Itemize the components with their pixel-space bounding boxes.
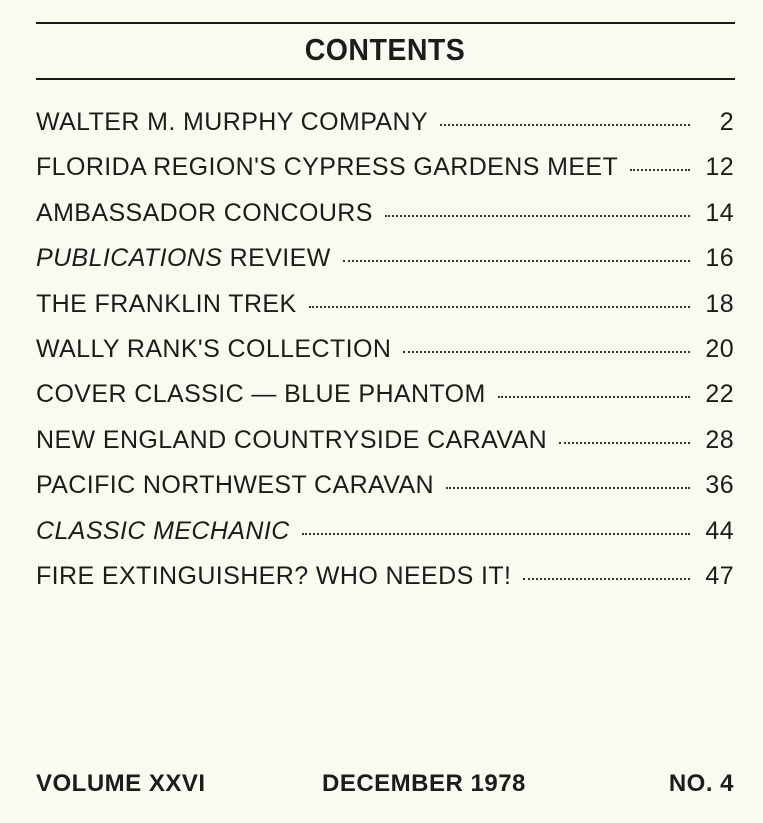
toc-entry[interactable] — [36, 418, 734, 463]
toc-entry-title: WALTER M. MURPHY COMPANY — [36, 108, 429, 136]
dot-leader — [440, 124, 690, 126]
dot-leader — [523, 578, 690, 580]
toc-entry-title — [36, 509, 290, 554]
dot-leader — [385, 215, 690, 217]
toc-entry[interactable] — [36, 463, 734, 508]
dot-leader — [343, 260, 690, 262]
toc-entry-title — [36, 236, 331, 281]
toc-entry-page: 12 — [705, 153, 734, 182]
toc-entry-page: 28 — [705, 425, 734, 454]
toc-entry-page: 44 — [705, 516, 734, 545]
toc-entry-title: FIRE EXTINGUISHER? WHO NEEDS IT! — [36, 561, 512, 590]
toc-entry-page: 47 — [705, 561, 734, 590]
toc-entry-page: 14 — [705, 198, 734, 227]
issue-number: NO. 4 — [668, 770, 734, 797]
dot-leader — [498, 396, 690, 398]
toc-entry[interactable] — [36, 100, 734, 145]
toc-entry-title: NEW ENGLAND COUNTRYSIDE CARAVAN — [36, 425, 548, 454]
toc-entry-page: 2 — [719, 108, 734, 136]
dot-leader — [446, 487, 690, 489]
toc-entry-page: 18 — [705, 289, 734, 318]
top-rule — [36, 22, 735, 24]
toc-entry-title-italic: PUBLICATIONS — [36, 244, 223, 273]
dot-leader — [302, 533, 690, 535]
toc-entry-title: PACIFIC NORTHWEST CARAVAN — [36, 471, 435, 500]
toc-entry-title-rest: REVIEW — [222, 244, 331, 273]
issue-date: DECEMBER 1978 — [322, 770, 526, 797]
toc-entry-page: 20 — [705, 334, 734, 363]
toc-entry[interactable] — [36, 236, 734, 281]
dot-leader — [630, 169, 690, 171]
dot-leader — [403, 351, 690, 353]
toc-entry[interactable] — [36, 327, 734, 372]
toc-entry-page: 22 — [705, 380, 734, 409]
toc-entry[interactable] — [36, 145, 734, 190]
toc-entry-title: WALLY RANK'S COLLECTION — [36, 334, 392, 363]
toc-entry[interactable] — [36, 554, 734, 599]
toc-entry[interactable] — [36, 372, 734, 417]
dot-leader — [559, 442, 690, 444]
toc-entry-title-italic: CLASSIC MECHANIC — [36, 516, 290, 545]
toc-entry-title: THE FRANKLIN TREK — [36, 289, 297, 318]
volume-label: VOLUME XXVI — [36, 770, 206, 797]
page-title: CONTENTS — [304, 32, 466, 67]
toc-entry-title: FLORIDA REGION'S CYPRESS GARDENS MEET — [36, 153, 619, 182]
toc-entry[interactable] — [36, 191, 734, 236]
toc-entry[interactable] — [36, 282, 734, 327]
dot-leader — [309, 306, 690, 308]
toc-entry-page: 16 — [705, 244, 734, 273]
toc-entry[interactable] — [36, 509, 734, 554]
toc-entry-title: AMBASSADOR CONCOURS — [36, 198, 373, 227]
title-rule — [36, 78, 735, 80]
toc-entry-title: COVER CLASSIC — BLUE PHANTOM — [36, 380, 486, 409]
issue-footer — [36, 766, 734, 802]
toc-entry-page: 36 — [705, 471, 734, 500]
table-of-contents — [36, 100, 734, 599]
